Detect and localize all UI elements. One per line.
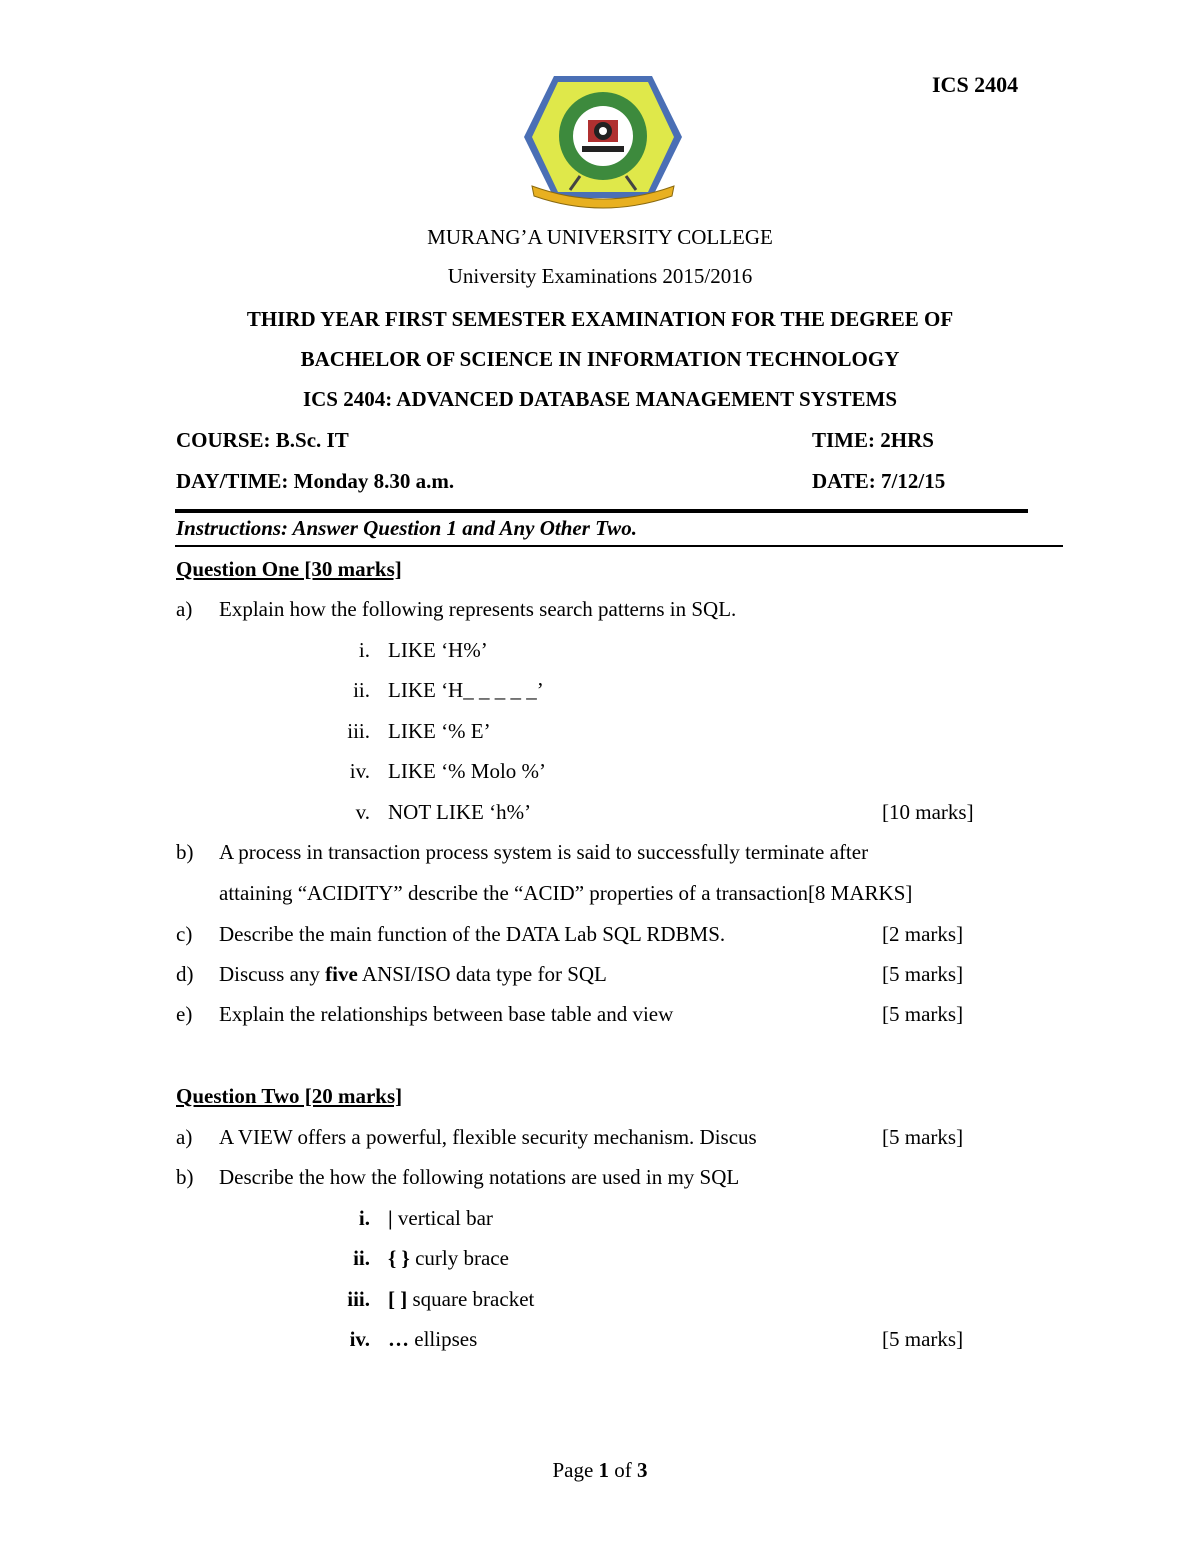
- q2b-item-text: [ ] square bracket: [388, 1287, 535, 1311]
- q1d-label: d): [176, 962, 194, 986]
- q1a-marks: [10 marks]: [882, 800, 974, 824]
- q1a-item-number: v.: [355, 800, 370, 824]
- q1b-text-line2: attaining “ACIDITY” describe the “ACID” properties of a transaction[8 MARKS]: [219, 881, 913, 905]
- exam-code: ICS 2404: [932, 72, 1019, 97]
- course-label: COURSE: B.Sc. IT: [176, 428, 349, 452]
- q1a-item-number: iii.: [347, 719, 370, 743]
- q1c-marks: [2 marks]: [882, 922, 964, 946]
- q2b-item-number: ii.: [353, 1246, 370, 1270]
- q1c-label: c): [176, 922, 193, 946]
- exam-title-line1: THIRD YEAR FIRST SEMESTER EXAMINATION FOR THE DEGREE OF: [246, 307, 954, 331]
- page-number: Page 1 of 3: [552, 1458, 648, 1482]
- q1a-item-text: LIKE ‘H_ _ _ _ _’: [388, 678, 544, 702]
- q1a-item-number: i.: [358, 638, 370, 662]
- q1c-text: Describe the main function of the DATA Lab SQL RDBMS.: [219, 922, 726, 946]
- notation-symbol: |: [388, 1206, 393, 1230]
- q2b-item-text: | vertical bar: [388, 1206, 493, 1230]
- q1a-item-text: LIKE ‘% E’: [388, 719, 491, 743]
- q2a-label: a): [176, 1125, 193, 1149]
- q1e-marks: [5 marks]: [882, 1002, 964, 1026]
- q2b-label: b): [176, 1165, 194, 1189]
- q1d-marks: [5 marks]: [882, 962, 964, 986]
- q1a-label: a): [176, 597, 193, 621]
- total-pages: 3: [637, 1458, 648, 1482]
- college-logo: [522, 72, 684, 212]
- q1d-text-pre: Discuss any: [219, 962, 326, 986]
- q1b-text-line1: A process in transaction process system is said to successfully terminate after: [219, 840, 869, 864]
- q2b-item-text: { } curly brace: [388, 1246, 509, 1270]
- q1e-label: e): [176, 1002, 193, 1026]
- college-name: MURANG’A UNIVERSITY COLLEGE: [427, 225, 773, 249]
- divider-thick: [175, 509, 1028, 513]
- q2b-marks: [5 marks]: [882, 1327, 964, 1351]
- q1a-item-number: ii.: [353, 678, 370, 702]
- q1a-item-number: iv.: [349, 759, 370, 783]
- notation-symbol: [ ]: [388, 1287, 408, 1311]
- current-page: 1: [598, 1458, 610, 1482]
- date-label: DATE: 7/12/15: [812, 469, 946, 493]
- q2b-item-number: i.: [358, 1206, 370, 1230]
- q1d-text: [219, 962, 607, 987]
- instructions: Instructions: Answer Question 1 and Any Other Two.: [176, 516, 637, 540]
- q2b-text: Describe the how the following notations are used in my SQL: [219, 1165, 740, 1189]
- q1a-item-text: LIKE ‘% Molo %’: [388, 759, 547, 783]
- notation-symbol: …: [388, 1327, 409, 1351]
- q2b-item-number: iv.: [349, 1327, 370, 1351]
- day-time-label: DAY/TIME: Monday 8.30 a.m.: [176, 469, 455, 493]
- q1e-text: Explain the relationships between base table and view: [219, 1002, 674, 1026]
- q1a-text: Explain how the following represents search patterns in SQL.: [219, 597, 737, 621]
- question-one-title: Question One [30 marks]: [176, 557, 402, 581]
- q2a-text: A VIEW offers a powerful, flexible security mechanism. Discus: [219, 1125, 757, 1149]
- exam-title-line2: BACHELOR OF SCIENCE IN INFORMATION TECHNOLOGY: [300, 347, 900, 371]
- q1a-item-text: LIKE ‘H%’: [388, 638, 488, 662]
- q1d-text-post: ANSI/ISO data type for SQL: [357, 962, 607, 986]
- question-two-title: Question Two [20 marks]: [176, 1084, 403, 1108]
- time-label: TIME: 2HRS: [812, 428, 934, 452]
- q2b-item-text: … ellipses: [388, 1327, 478, 1351]
- q1d-text-bold: five: [325, 962, 358, 986]
- q2a-marks: [5 marks]: [882, 1125, 964, 1149]
- q1b-label: b): [176, 840, 194, 864]
- q1a-item-text: NOT LIKE ‘h%’: [388, 800, 532, 824]
- q2b-item-number: iii.: [347, 1287, 370, 1311]
- exam-year: University Examinations 2015/2016: [447, 264, 753, 288]
- notation-symbol: { }: [388, 1246, 410, 1270]
- unit-title: ICS 2404: ADVANCED DATABASE MANAGEMENT SYSTEMS: [302, 387, 898, 411]
- divider-thin: [175, 545, 1063, 547]
